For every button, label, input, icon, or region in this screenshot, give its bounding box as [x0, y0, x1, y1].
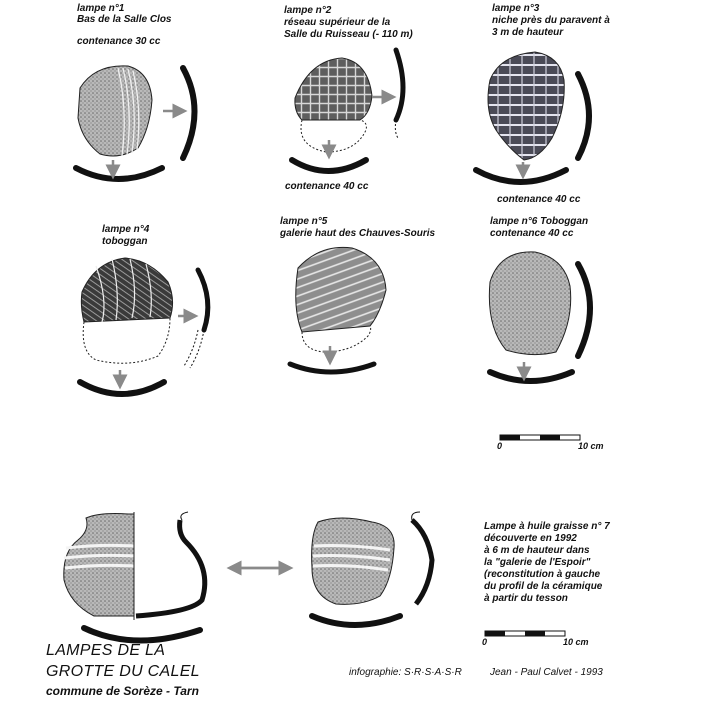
lamp-3-title: lampe n°3 [492, 3, 540, 14]
lamp-5-drawing [290, 247, 386, 372]
lamp-7-line-3: à 6 m de hauteur dans [484, 545, 590, 556]
lamp-2-location-line-1: réseau supérieur de la [284, 17, 391, 28]
lamp-2-drawing [292, 50, 403, 171]
lamp-5-location: galerie haut des Chauves-Souris [280, 228, 436, 239]
commune-subtitle: commune de Sorèze - Tarn [46, 684, 199, 698]
lamp-1-location: Bas de la Salle Clos [77, 14, 172, 25]
credit-author: Jean - Paul Calvet - 1993 [490, 667, 603, 678]
lamp-2-location-line-2: Salle du Ruisseau (- 110 m) [284, 29, 413, 40]
lamp-7-line-5: (reconstitution à gauche [484, 569, 601, 580]
scale-top-ten: 10 cm [578, 441, 604, 451]
lamp-2-capacity: contenance 40 cc [285, 181, 369, 192]
lamp-1-capacity: contenance 30 cc [77, 36, 161, 47]
lamp-7-line-1: Lampe à huile graisse n° 7 [484, 521, 610, 532]
scale-bottom-ten: 10 cm [563, 637, 589, 647]
lamp-1-drawing [76, 66, 195, 179]
lamp-6-drawing [489, 252, 590, 381]
lamp-7-line-7: à partir du tesson [484, 593, 568, 604]
lamp-7-line-4: la "galerie de l'Espoir" [484, 557, 591, 568]
lamp-5-title: lampe n°5 [280, 216, 328, 227]
lamp-7-shard [312, 512, 432, 625]
lamp-4-location: toboggan [102, 236, 148, 247]
lamp-7-line-6: du profil de la céramique [484, 581, 603, 592]
lamp-1-title: lampe n°1 [77, 3, 125, 14]
lamp-6-capacity: contenance 40 cc [490, 228, 574, 239]
lamp-7-line-2: découverte en 1992 [484, 533, 577, 544]
credit-infographie: infographie: S·R·S·A·S·R [349, 667, 462, 678]
lamp-6-title: lampe n°6 Toboggan [490, 216, 589, 227]
lamp-3-drawing [476, 52, 589, 182]
main-title-line-1: LAMPES DE LA [46, 642, 166, 659]
scale-bar-bottom [485, 631, 565, 636]
lamp-4-title: lampe n°4 [102, 224, 150, 235]
lamp-3-location-line-2: 3 m de hauteur [492, 27, 564, 38]
main-title-line-2: GROTTE DU CALEL [46, 663, 200, 680]
scale-bar-top [500, 435, 580, 440]
lamp-2-title: lampe n°2 [284, 5, 332, 16]
lamp-3-location-line-1: niche près du paravent à [492, 15, 610, 26]
scale-bottom-zero: 0 [482, 637, 488, 647]
lamp-4-drawing [80, 258, 208, 394]
lamp-7-reconstruction [64, 512, 286, 641]
scale-top-zero: 0 [497, 441, 503, 451]
lamp-3-capacity: contenance 40 cc [497, 194, 581, 205]
